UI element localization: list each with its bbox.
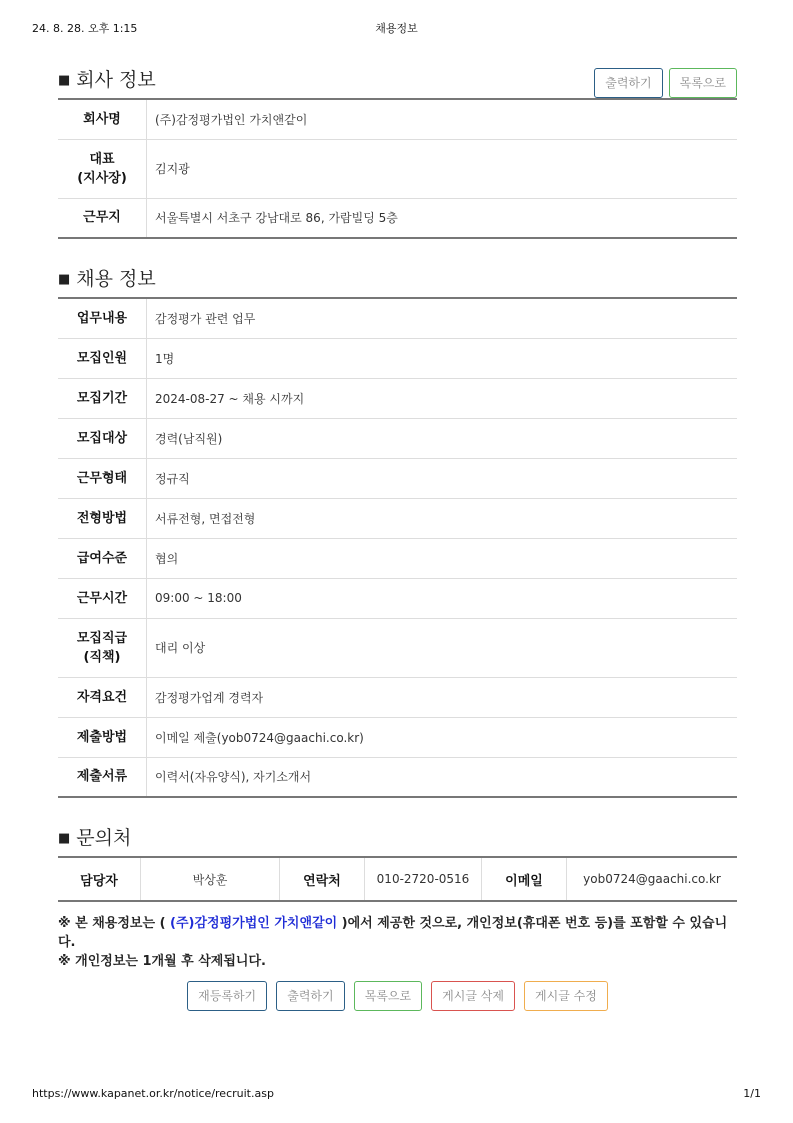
row-value: 김지광	[147, 139, 738, 198]
privacy-notice	[58, 914, 737, 971]
table-row	[58, 498, 737, 538]
phone-value: 010-2720-0516	[365, 857, 482, 901]
table-row	[58, 857, 737, 901]
recruit-section-title: ■ 채용 정보	[58, 268, 156, 290]
reregister-button[interactable]: 재등록하기	[187, 981, 267, 1011]
contact-section-title: ■ 문의처	[58, 827, 132, 849]
row-value: 09:00 ~ 18:00	[147, 578, 738, 618]
print-title: 채용정보	[375, 22, 418, 35]
row-value: 서울특별시 서초구 강남대로 86, 가람빌딩 5층	[155, 211, 398, 226]
row-label: 자격요건	[58, 677, 147, 717]
company-info-table	[58, 98, 737, 239]
row-value: 감정평가업계 경력자	[147, 677, 738, 717]
table-row	[58, 618, 737, 677]
table-row	[58, 298, 737, 338]
row-value: 이력서(자유양식), 자기소개서	[155, 770, 312, 785]
row-value: 경력(남직원)	[147, 418, 738, 458]
delete-post-button[interactable]: 게시글 삭제	[431, 981, 515, 1011]
square-bullet-icon: ■	[58, 272, 71, 287]
table-row	[58, 139, 737, 198]
table-row	[58, 418, 737, 458]
edit-post-button[interactable]: 게시글 수정	[524, 981, 608, 1011]
square-bullet-icon: ■	[58, 831, 71, 846]
row-label: 제출방법	[58, 717, 147, 757]
main-content	[58, 62, 737, 1011]
row-label: 회사명	[58, 99, 147, 139]
row-label: 제출서류	[58, 757, 147, 797]
list-button[interactable]: 목록으로	[669, 68, 737, 98]
table-row	[58, 198, 737, 238]
row-label: 근무지	[58, 198, 147, 238]
company-section-title: ■ 회사 정보	[58, 69, 156, 91]
manager-value: 박상훈	[141, 857, 280, 901]
list-button-bottom[interactable]: 목록으로	[354, 981, 422, 1011]
page-url: https://www.kapanet.or.kr/notice/recruit.asp	[32, 1087, 274, 1100]
print-header	[32, 20, 761, 36]
contact-table	[58, 856, 737, 902]
row-value: 정규직	[147, 458, 738, 498]
company-section-buttons	[588, 68, 737, 98]
table-row	[58, 717, 737, 757]
row-value: 협의	[147, 538, 738, 578]
notice-company-link[interactable]: (주)감정평가법인 가치앤같이	[170, 916, 338, 931]
notice-line-2: ※ 개인정보는 1개월 후 삭제됩니다.	[58, 954, 266, 969]
row-value: 1명	[147, 338, 738, 378]
email-label: 이메일	[482, 857, 567, 901]
print-button[interactable]: 출력하기	[594, 68, 662, 98]
print-date: 24. 8. 28. 오후 1:15	[32, 22, 138, 35]
row-label: 모집대상	[58, 418, 147, 458]
table-row	[58, 538, 737, 578]
table-row	[58, 378, 737, 418]
row-label: 대표 (지사장)	[58, 139, 147, 198]
email-value: yob0724@gaachi.co.kr	[583, 872, 721, 886]
manager-label: 담당자	[58, 857, 141, 901]
table-row	[58, 458, 737, 498]
row-label: 근무형태	[58, 458, 147, 498]
recruit-info-table	[58, 297, 737, 798]
company-section-header	[58, 62, 737, 98]
row-label: 근무시간	[58, 578, 147, 618]
row-value: 이메일 제출(yob0724@gaachi.co.kr)	[147, 717, 738, 757]
table-row	[58, 677, 737, 717]
row-label: 전형방법	[58, 498, 147, 538]
table-row	[58, 338, 737, 378]
table-row	[58, 99, 737, 139]
row-value: 2024-08-27 ~ 채용 시까지	[147, 378, 738, 418]
row-value: 서류전형, 면접전형	[147, 498, 738, 538]
row-label: 모집인원	[58, 338, 147, 378]
row-value: 감정평가 관련 업무	[147, 298, 738, 338]
row-value: 대리 이상	[147, 618, 738, 677]
row-value: (주)감정평가법인 가치앤같이	[147, 99, 738, 139]
phone-label: 연락처	[280, 857, 365, 901]
recruit-section-header	[58, 261, 737, 297]
row-label: 급여수준	[58, 538, 147, 578]
row-label: 업무내용	[58, 298, 147, 338]
page-number: 1/1	[743, 1087, 761, 1100]
bottom-button-bar	[58, 981, 737, 1011]
notice-line-1: ※ 본 채용정보는 ( (주)감정평가법인 가치앤같이 )에서 제공한 것으로, 개인정보(휴대폰 번호 등)를 포함할 수 있습니다.	[58, 916, 728, 950]
square-bullet-icon: ■	[58, 73, 71, 88]
table-row	[58, 757, 737, 797]
print-button-bottom[interactable]: 출력하기	[276, 981, 344, 1011]
row-label: 모집직급 (직책)	[58, 618, 147, 677]
contact-section-header	[58, 820, 737, 856]
print-footer	[32, 1087, 761, 1103]
table-row	[58, 578, 737, 618]
row-label: 모집기간	[58, 378, 147, 418]
